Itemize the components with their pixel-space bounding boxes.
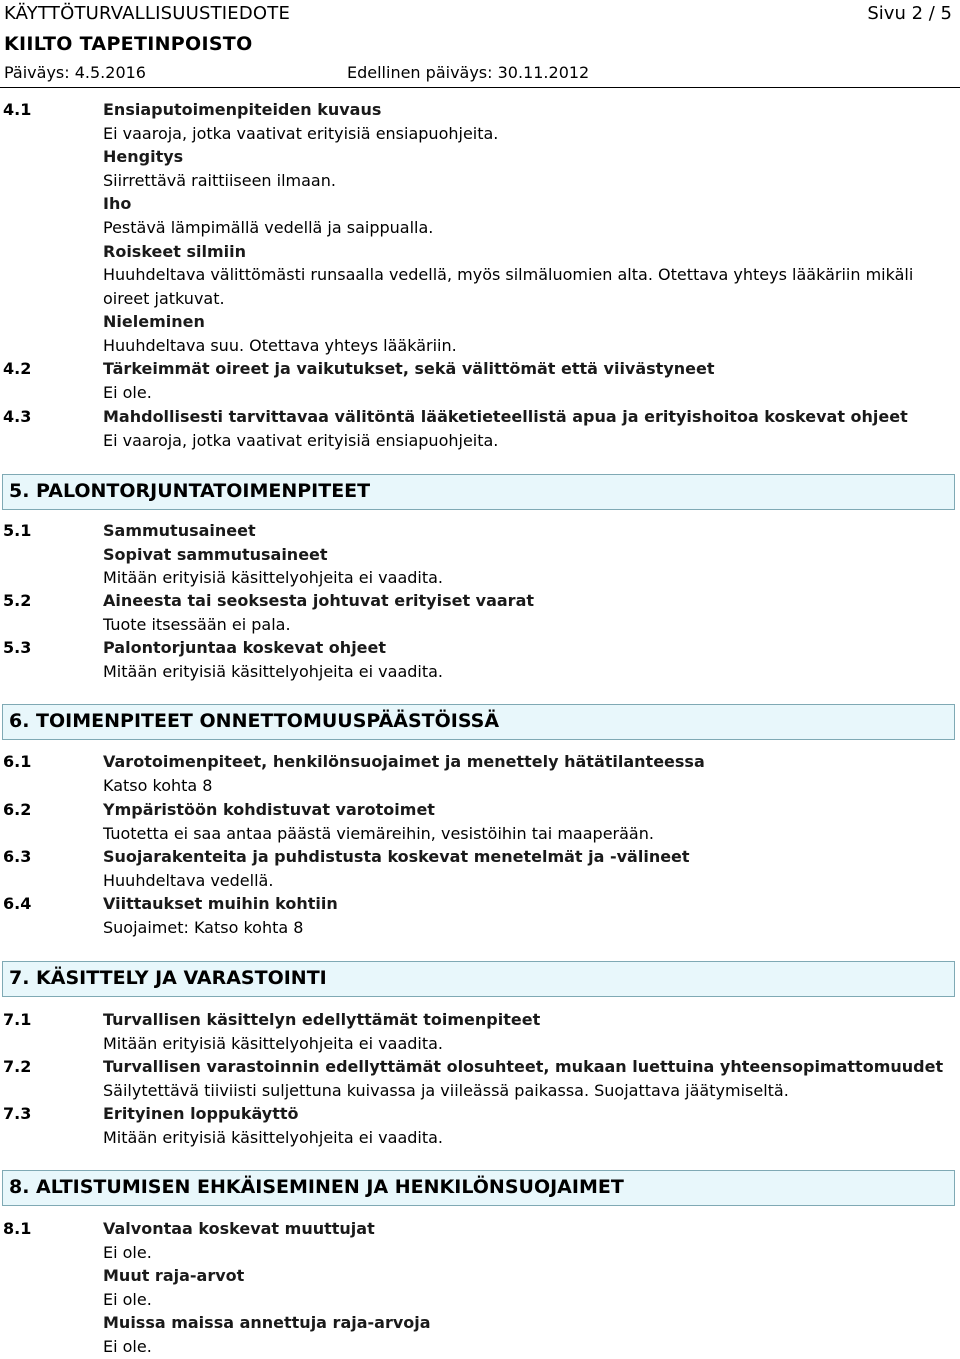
section-5-3 xyxy=(0,636,960,683)
subsection-text: Tuotetta ei saa antaa päästä viemäreihin, vesistöihin tai maaperään. xyxy=(103,823,654,843)
skin-title: Iho xyxy=(103,194,132,214)
subsection-text: Ei vaaroja, jotka vaativat erityisiä ensiapuohjeita. xyxy=(103,430,499,450)
section-7-3 xyxy=(0,1102,960,1149)
section-5-heading: 5. PALONTORJUNTATOIMENPITEET xyxy=(2,474,955,510)
subsection-text: Mitään erityisiä käsittelyohjeita ei vaadita. xyxy=(103,661,444,681)
subsection-number: 4.1 xyxy=(3,100,32,119)
ingestion-title: Nieleminen xyxy=(103,312,205,332)
eyes-title: Roiskeet silmiin xyxy=(103,241,246,261)
section-8-heading: 8. ALTISTUMISEN EHKÄISEMINEN JA HENKILÖNSUOJAIMET xyxy=(2,1170,955,1206)
subsection-text: Huuhdeltava vedellä. xyxy=(103,870,274,890)
other-limits-text: Ei ole. xyxy=(103,1289,152,1309)
subsection-text: Säilytettävä tiiviisti suljettuna kuivassa ja viileässä paikassa. Suojattava jäätymiseltä. xyxy=(103,1080,789,1100)
subsection-title: Turvallisen varastoinnin edellyttämät olosuhteet, mukaan luettuina yhteensopimattomuudet xyxy=(103,1057,944,1076)
subsection-title: Viittaukset muihin kohtiin xyxy=(103,894,338,913)
subsection-number: 8.1 xyxy=(3,1219,32,1238)
subsection-title: Sammutusaineet xyxy=(103,521,256,540)
ingestion-text: Huuhdeltava suu. Otettava yhteys lääkäriin. xyxy=(103,335,457,355)
subsection-title: Tärkeimmät oireet ja vaikutukset, sekä välittömät että viivästyneet xyxy=(103,359,715,378)
subsection-number: 5.2 xyxy=(3,591,32,610)
section-7-2 xyxy=(0,1055,960,1102)
section-4-3 xyxy=(0,405,960,452)
other-countries-text: Ei ole. xyxy=(103,1336,152,1356)
subsection-text: Suojaimet: Katso kohta 8 xyxy=(103,917,304,937)
subsection-text: Ei ole. xyxy=(103,382,152,402)
section-7-heading: 7. KÄSITTELY JA VARASTOINTI xyxy=(2,961,955,997)
section-5-2 xyxy=(0,589,960,636)
subsection-title: Suojarakenteita ja puhdistusta koskevat menetelmät ja -välineet xyxy=(103,847,690,866)
header-rule xyxy=(0,87,960,88)
subsection-number: 6.1 xyxy=(3,752,32,771)
subsection-number: 6.4 xyxy=(3,894,32,913)
section-8-1 xyxy=(0,1217,960,1359)
subsection-title: Mahdollisesti tarvittavaa välitöntä lääketieteellistä apua ja erityishoitoa koskevat ohjeet xyxy=(103,407,908,426)
other-limits-title: Muut raja-arvot xyxy=(103,1266,245,1286)
eyes-text: Huuhdeltava välittömästi runsaalla vedellä, myös silmäluomien alta. Otettava yhteys lääkäriin mikäli oireet jatkuvat. xyxy=(103,265,914,308)
subsection-title: Ensiaputoimenpiteiden kuvaus xyxy=(103,100,382,119)
page-number: Sivu 2 / 5 xyxy=(867,3,952,24)
subsection-title: Ympäristöön kohdistuvat varotoimet xyxy=(103,800,435,819)
section-6-4 xyxy=(0,892,960,939)
subsection-title: Varotoimenpiteet, henkilönsuojaimet ja menettely hätätilanteessa xyxy=(103,752,705,771)
subsection-title: Palontorjuntaa koskevat ohjeet xyxy=(103,638,387,657)
subsection-subtitle: Sopivat sammutusaineet xyxy=(103,544,328,564)
subsection-title: Erityinen loppukäyttö xyxy=(103,1104,299,1123)
subsection-number: 7.3 xyxy=(3,1104,32,1123)
subsection-number: 5.3 xyxy=(3,638,32,657)
subsection-text: Katso kohta 8 xyxy=(103,775,213,795)
subsection-number: 4.2 xyxy=(3,359,32,378)
previous-date: Edellinen päiväys: 30.11.2012 xyxy=(347,63,590,82)
subsection-number: 6.3 xyxy=(3,847,32,866)
section-6-heading: 6. TOIMENPITEET ONNETTOMUUSPÄÄSTÖISSÄ xyxy=(2,704,955,740)
subsection-number: 5.1 xyxy=(3,521,32,540)
section-4-1 xyxy=(0,98,960,358)
subsection-text: Mitään erityisiä käsittelyohjeita ei vaadita. xyxy=(103,1127,444,1147)
subsection-number: 4.3 xyxy=(3,407,32,426)
subsection-title: Valvontaa koskevat muuttujat xyxy=(103,1219,375,1238)
breathing-text: Siirrettävä raittiiseen ilmaan. xyxy=(103,170,336,190)
subsection-number: 7.2 xyxy=(3,1057,32,1076)
document-type: KÄYTTÖTURVALLISUUSTIEDOTE xyxy=(4,3,291,24)
section-6-3 xyxy=(0,845,960,892)
breathing-title: Hengitys xyxy=(103,147,184,167)
section-5-1 xyxy=(0,519,960,590)
product-name: KIILTO TAPETINPOISTO xyxy=(4,33,253,55)
other-countries-title: Muissa maissa annettuja raja-arvoja xyxy=(103,1313,431,1333)
section-4-2 xyxy=(0,357,960,404)
section-6-1 xyxy=(0,750,960,797)
subsection-text: Tuote itsessään ei pala. xyxy=(103,614,291,634)
section-6-2 xyxy=(0,798,960,845)
section-7-1 xyxy=(0,1008,960,1055)
subsection-text: Mitään erityisiä käsittelyohjeita ei vaadita. xyxy=(103,568,444,588)
skin-text: Pestävä lämpimällä vedellä ja saippualla. xyxy=(103,217,434,237)
revision-date: Päiväys: 4.5.2016 xyxy=(4,63,146,82)
subsection-text: Ei vaaroja, jotka vaativat erityisiä ensiapuohjeita. xyxy=(103,123,499,143)
subsection-text: Mitään erityisiä käsittelyohjeita ei vaadita. xyxy=(103,1033,444,1053)
subsection-title: Aineesta tai seoksesta johtuvat erityiset vaarat xyxy=(103,591,535,610)
subsection-title: Turvallisen käsittelyn edellyttämät toimenpiteet xyxy=(103,1010,541,1029)
subsection-number: 7.1 xyxy=(3,1010,32,1029)
subsection-text: Ei ole. xyxy=(103,1242,152,1262)
subsection-number: 6.2 xyxy=(3,800,32,819)
